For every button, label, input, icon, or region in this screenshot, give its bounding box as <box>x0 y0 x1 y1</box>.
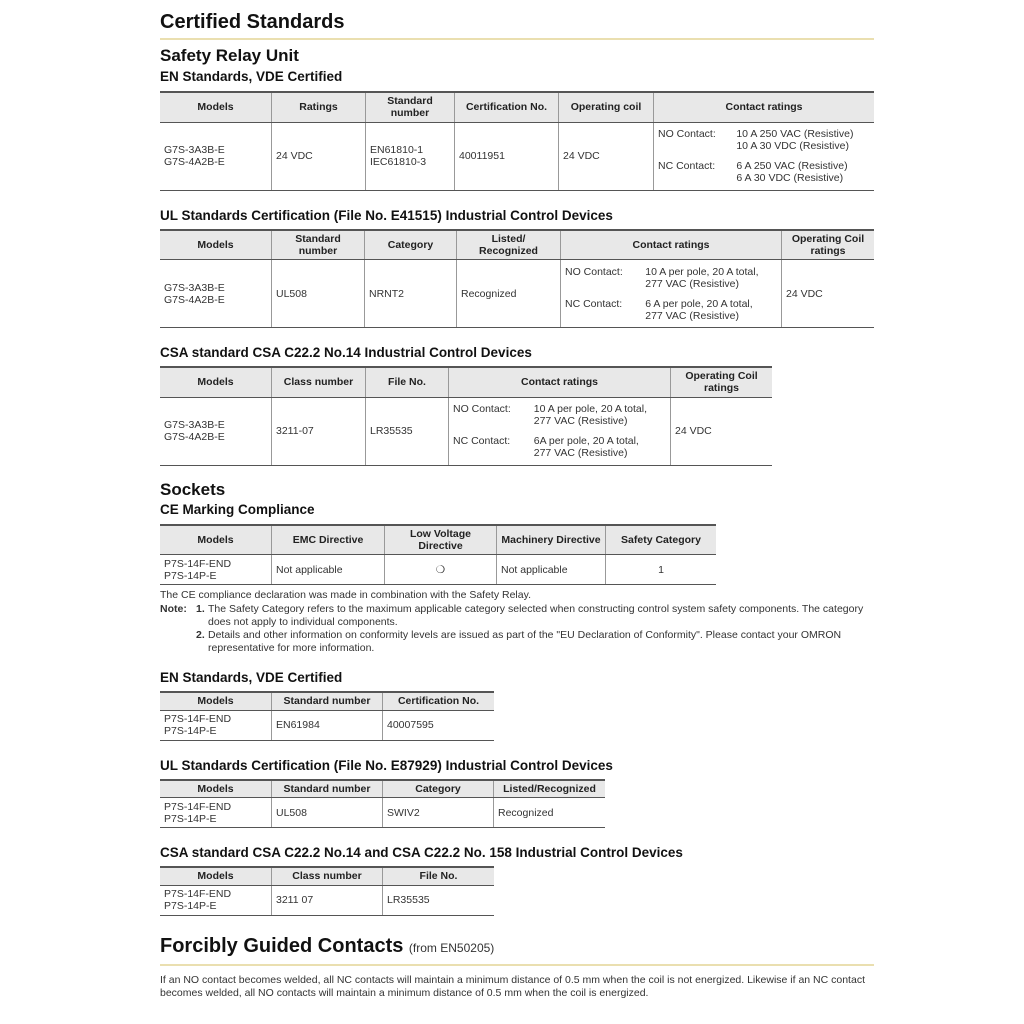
col-header: Ratings <box>272 92 366 122</box>
col-header: Models <box>160 230 272 260</box>
table-row <box>160 555 716 585</box>
models-cell: P7S-14F-END P7S-14P-E <box>160 885 272 915</box>
col-header: Models <box>160 692 272 710</box>
note-item: 2. Details and other information on conformity levels are issued as part of the "EU Declaration of Conformity". Please contact your OMRON representative for more information. <box>196 629 842 654</box>
table-row <box>160 397 772 465</box>
class-number-cell: 3211-07 <box>272 397 366 465</box>
col-header: File No. <box>383 867 495 885</box>
ratings-cell: 24 VDC <box>272 122 366 190</box>
subsection-heading-ce: CE Marking Compliance <box>160 501 315 517</box>
table-row <box>160 260 874 328</box>
table-relay-csa <box>160 366 772 466</box>
notes <box>160 603 874 655</box>
table-row <box>160 885 494 915</box>
col-header: Contact ratings <box>654 92 875 122</box>
standard-number-cell: EN61984 <box>272 710 383 740</box>
col-header: Certification No. <box>455 92 559 122</box>
col-header: Standard number <box>272 692 383 710</box>
coil-cell: 24 VDC <box>782 260 875 328</box>
subsection-heading-ul-relay: UL Standards Certification (File No. E41515) Industrial Control Devices <box>160 207 613 223</box>
col-header: Certification No. <box>383 692 495 710</box>
col-header: Machinery Directive <box>497 525 606 555</box>
table-row <box>160 798 605 828</box>
col-header: Standard number <box>272 230 365 260</box>
table-sockets-ul <box>160 779 605 829</box>
title-rule <box>160 38 874 40</box>
models-cell: G7S-3A3B-E G7S-4A2B-E <box>160 397 272 465</box>
subsection-heading-en-vde-sockets: EN Standards, VDE Certified <box>160 670 343 685</box>
col-header: Listed/Recognized <box>494 780 606 798</box>
file-no-cell: LR35535 <box>383 885 495 915</box>
col-header: Safety Category <box>606 525 717 555</box>
standard-number-cell: UL508 <box>272 260 365 328</box>
section-heading-safety-relay: Safety Relay Unit <box>160 46 299 65</box>
forcibly-guided-text: If an NO contact becomes welded, all NC contacts will maintain a minimum distance of 0.5 mm when the coil is not energized. Likewise if an NC contact becomes welded, all NO contacts will maintain a minimum distance of 0.5 mm when the coil is energized. <box>160 973 865 999</box>
col-header: File No. <box>366 367 449 397</box>
operating-coil-cell: 24 VDC <box>559 122 654 190</box>
models-cell: G7S-3A3B-E G7S-4A2B-E <box>160 122 272 190</box>
col-header: Models <box>160 525 272 555</box>
note-item: Note: 1. The Safety Category refers to the maximum applicable category selected when constructing control system safety components. The category does not apply to individual components. <box>160 603 864 628</box>
table-relay-ul <box>160 229 874 329</box>
note-label: Note: <box>160 603 187 615</box>
file-no-cell: LR35535 <box>366 397 449 465</box>
col-header: EMC Directive <box>272 525 385 555</box>
emc-cell: Not applicable <box>272 555 385 585</box>
models-cell: P7S-14F-END P7S-14P-E <box>160 555 272 585</box>
models-cell: G7S-3A3B-E G7S-4A2B-E <box>160 260 272 328</box>
col-header: Standard number <box>366 92 455 122</box>
standard-number-cell: EN61810-1 IEC61810-3 <box>366 122 455 190</box>
standard-number-cell: UL508 <box>272 798 383 828</box>
col-header: Contact ratings <box>561 230 782 260</box>
ce-declaration-text: The CE compliance declaration was made in combination with the Safety Relay. <box>160 589 531 601</box>
subsection-heading-csa-sockets: CSA standard CSA C22.2 No.14 and CSA C22.2 No. 158 Industrial Control Devices <box>160 845 683 860</box>
models-cell: P7S-14F-END P7S-14P-E <box>160 710 272 740</box>
datasheet-page <box>160 0 874 1010</box>
col-header: Standard number <box>272 780 383 798</box>
contact-ratings-cell: NO Contact: 10 A 250 VAC (Resistive) 10 A 30 VDC (Resistive) NC Contact: 6 A 250 VAC (Resistive) 6 A 30 VDC (Resistive) <box>654 122 875 190</box>
col-header: Class number <box>272 367 366 397</box>
contact-ratings-cell: NO Contact: 10 A per pole, 20 A total, 277 VAC (Resistive) NC Contact: 6 A per pole, 20 A total, 277 VAC (Resistive) <box>561 260 782 328</box>
section-heading-sockets: Sockets <box>160 479 226 499</box>
machinery-cell: Not applicable <box>497 555 606 585</box>
col-header: Category <box>383 780 494 798</box>
col-header: Category <box>365 230 457 260</box>
col-header: Listed/ Recognized <box>457 230 561 260</box>
page-title: Certified Standards <box>160 11 345 33</box>
table-row <box>160 710 494 740</box>
col-header: Class number <box>272 867 383 885</box>
subsection-heading-en-vde-relay: EN Standards, VDE Certified <box>160 69 343 84</box>
col-header: Models <box>160 867 272 885</box>
col-header: Operating Coil ratings <box>671 367 773 397</box>
subsection-heading-ul-sockets: UL Standards Certification (File No. E87929) Industrial Control Devices <box>160 757 613 773</box>
standard-reference: (from EN50205) <box>408 940 495 955</box>
table-sockets-ce <box>160 524 716 586</box>
listed-cell: Recognized <box>494 798 606 828</box>
table-sockets-csa <box>160 866 494 916</box>
table-sockets-en-vde <box>160 691 494 741</box>
models-cell: P7S-14F-END P7S-14P-E <box>160 798 272 828</box>
low-voltage-cell <box>385 555 497 585</box>
section-title-forcibly-guided: Forcibly Guided Contacts (from EN50205) <box>160 934 495 957</box>
table-relay-en-vde <box>160 91 874 191</box>
coil-cell: 24 VDC <box>671 397 773 465</box>
certification-no-cell: 40011951 <box>455 122 559 190</box>
listed-cell: Recognized <box>457 260 561 328</box>
col-header: Low Voltage Directive <box>385 525 497 555</box>
table-row <box>160 122 874 190</box>
col-header: Models <box>160 780 272 798</box>
subsection-heading-csa-relay: CSA standard CSA C22.2 No.14 Industrial Control Devices <box>160 345 532 360</box>
class-number-cell: 3211 07 <box>272 885 383 915</box>
circle-mark-icon: ❍ <box>435 563 446 576</box>
certification-no-cell: 40007595 <box>383 710 495 740</box>
contact-ratings-cell: NO Contact: 10 A per pole, 20 A total, 277 VAC (Resistive) NC Contact: 6A per pole, 20 A total, 277 VAC (Resistive) <box>449 397 671 465</box>
category-cell: SWIV2 <box>383 798 494 828</box>
category-cell: NRNT2 <box>365 260 457 328</box>
col-header: Models <box>160 92 272 122</box>
col-header: Operating coil <box>559 92 654 122</box>
col-header: Contact ratings <box>449 367 671 397</box>
col-header: Models <box>160 367 272 397</box>
col-header: Operating Coil ratings <box>782 230 875 260</box>
section-rule <box>160 964 874 966</box>
safety-category-cell: 1 <box>606 555 717 585</box>
